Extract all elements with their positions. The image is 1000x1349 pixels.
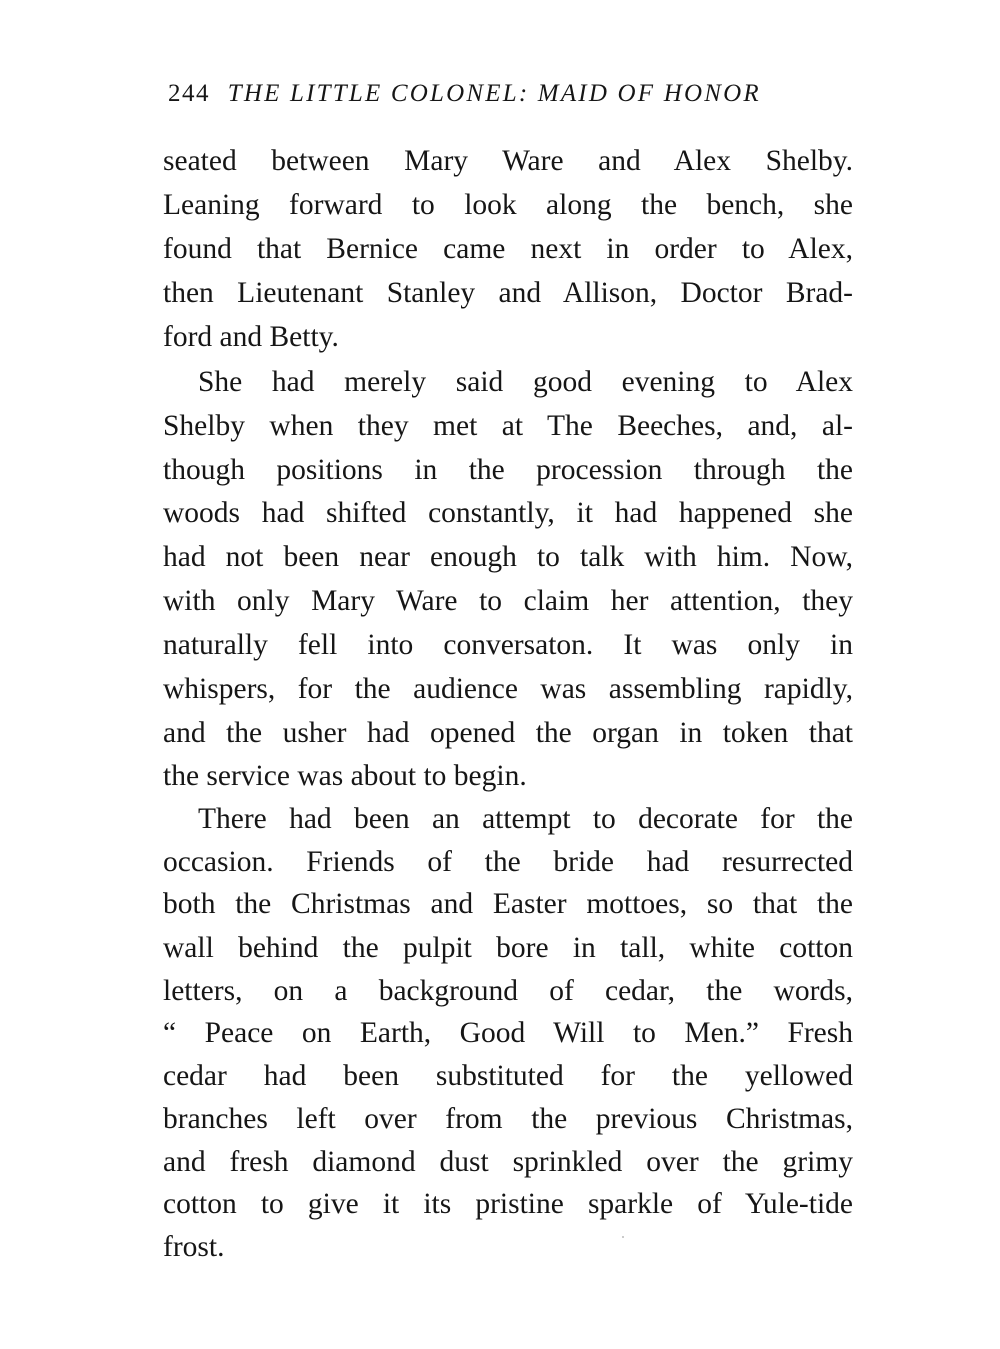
text-line: with only Mary Ware to claim her attention, they: [163, 585, 853, 617]
text-line: had not been near enough to talk with him. Now,: [163, 541, 853, 573]
text-line: though positions in the procession through the: [163, 454, 853, 486]
text-line: “ Peace on Earth, Good Will to Men.” Fresh: [163, 1017, 853, 1049]
text-line: frost.: [163, 1231, 225, 1263]
text-line: found that Bernice came next in order to Alex,: [163, 233, 853, 265]
text-line: and fresh diamond dust sprinkled over the grimy: [163, 1146, 853, 1178]
text-line: and the usher had opened the organ in token that: [163, 717, 853, 749]
scan-speck: [622, 1236, 624, 1238]
running-header: [168, 80, 808, 108]
book-title: THE LITTLE COLONEL: MAID OF HONOR: [227, 80, 761, 107]
text-line: cedar had been substituted for the yellowed: [163, 1060, 853, 1092]
text-line: letters, on a background of cedar, the words,: [163, 975, 853, 1007]
page-number: 244: [168, 80, 210, 107]
text-line: the service was about to begin.: [163, 760, 527, 792]
text-line: Shelby when they met at The Beeches, and, al-: [163, 410, 853, 442]
text-line: branches left over from the previous Christmas,: [163, 1103, 853, 1135]
text-line: woods had shifted constantly, it had happened she: [163, 497, 853, 529]
text-line: both the Christmas and Easter mottoes, so that the: [163, 888, 853, 920]
text-line: then Lieutenant Stanley and Allison, Doctor Brad-: [163, 277, 853, 309]
text-line: She had merely said good evening to Alex: [198, 366, 853, 398]
text-line: There had been an attempt to decorate for the: [198, 803, 853, 835]
text-line: Leaning forward to look along the bench, she: [163, 189, 853, 221]
text-line: whispers, for the audience was assembling rapidly,: [163, 673, 853, 705]
text-line: ford and Betty.: [163, 321, 339, 353]
text-line: cotton to give it its pristine sparkle of Yule-tide: [163, 1188, 853, 1220]
text-line: seated between Mary Ware and Alex Shelby.: [163, 145, 853, 177]
text-line: occasion. Friends of the bride had resurrected: [163, 846, 853, 878]
text-line: wall behind the pulpit bore in tall, white cotton: [163, 932, 853, 964]
text-line: naturally fell into conversaton. It was only in: [163, 629, 853, 661]
